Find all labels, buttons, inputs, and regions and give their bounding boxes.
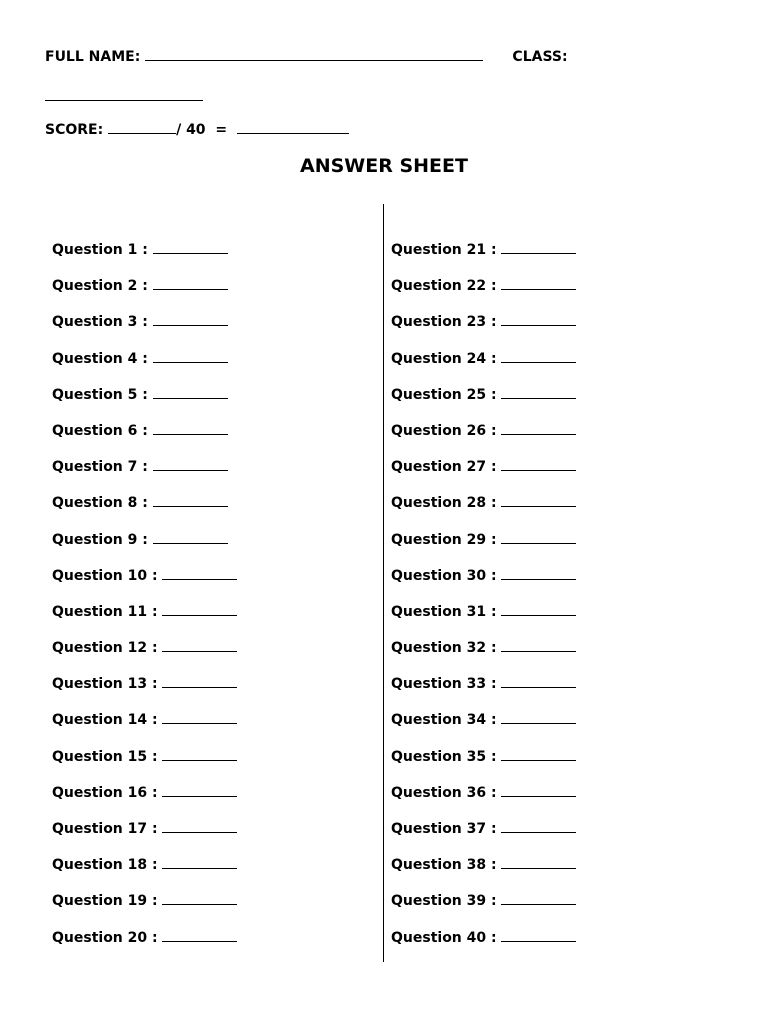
question-label: Question 37 : xyxy=(391,821,497,837)
question-row xyxy=(391,384,576,420)
full-name-field[interactable] xyxy=(145,46,483,61)
question-label: Question 7 : xyxy=(52,459,148,476)
score-field[interactable] xyxy=(108,119,176,134)
question-row xyxy=(391,275,576,311)
question-label: Question 26 : xyxy=(391,422,497,439)
answer-field[interactable] xyxy=(501,927,576,942)
answer-field[interactable] xyxy=(501,311,576,326)
question-row xyxy=(52,927,237,963)
answer-field[interactable] xyxy=(501,601,576,616)
question-label: Question 40 : xyxy=(391,929,497,946)
question-row xyxy=(52,311,237,347)
question-label: Question 8 : xyxy=(52,495,148,512)
question-row xyxy=(52,529,237,565)
question-row xyxy=(391,565,576,601)
question-label: Question 11 : xyxy=(52,603,158,620)
answer-field[interactable] xyxy=(162,565,237,580)
question-row xyxy=(52,601,237,637)
answer-field[interactable] xyxy=(501,746,576,761)
question-row xyxy=(52,782,237,818)
question-row xyxy=(391,673,576,709)
question-label: Question 15 : xyxy=(52,748,158,765)
question-row xyxy=(391,311,576,347)
score-label: SCORE: xyxy=(45,122,104,138)
question-row xyxy=(391,709,576,745)
answer-field[interactable] xyxy=(501,529,576,544)
question-row xyxy=(52,890,237,926)
answer-field[interactable] xyxy=(501,818,576,833)
question-row xyxy=(391,492,576,528)
question-row xyxy=(52,709,237,745)
question-label: Question 29 : xyxy=(391,531,497,548)
answer-field[interactable] xyxy=(501,456,576,471)
question-row xyxy=(52,384,237,420)
question-label: Question 33 : xyxy=(391,676,497,693)
answer-field[interactable] xyxy=(162,782,237,797)
question-label: Question 32 : xyxy=(391,640,497,657)
score-total: / 40 xyxy=(176,122,206,138)
column-divider xyxy=(383,204,384,962)
question-row xyxy=(391,927,576,963)
question-label: Question 23 : xyxy=(391,314,497,331)
question-label: Question 31 : xyxy=(391,603,497,620)
score-row xyxy=(45,119,349,139)
question-row xyxy=(391,239,576,275)
question-label: Question 14 : xyxy=(52,712,158,729)
question-label: Question 30 : xyxy=(391,567,497,584)
question-row xyxy=(391,818,576,854)
answer-field[interactable] xyxy=(153,275,228,290)
question-label: Question 16 : xyxy=(52,784,158,801)
answer-field[interactable] xyxy=(501,492,576,507)
question-label: Question 4 : xyxy=(52,350,148,367)
question-label: Question 10 : xyxy=(52,567,158,584)
answer-field[interactable] xyxy=(153,384,228,399)
class-label: CLASS: xyxy=(512,49,568,65)
question-label: Question 17 : xyxy=(52,821,158,837)
question-row xyxy=(52,348,237,384)
question-row xyxy=(391,529,576,565)
answer-field[interactable] xyxy=(162,637,237,652)
answer-field[interactable] xyxy=(153,311,228,326)
question-row xyxy=(52,420,237,456)
answer-field[interactable] xyxy=(153,239,228,254)
answer-field[interactable] xyxy=(501,275,576,290)
question-label: Question 19 : xyxy=(52,893,158,910)
question-row xyxy=(52,275,237,311)
page-title: ANSWER SHEET xyxy=(300,155,468,177)
question-row xyxy=(52,239,237,275)
question-label: Question 35 : xyxy=(391,748,497,765)
question-label: Question 27 : xyxy=(391,459,497,476)
score-equals: = xyxy=(215,122,228,138)
answer-field[interactable] xyxy=(501,673,576,688)
answer-field[interactable] xyxy=(153,492,228,507)
answer-field[interactable] xyxy=(501,420,576,435)
questions-right-column xyxy=(391,239,576,963)
answer-field[interactable] xyxy=(501,709,576,724)
question-label: Question 1 : xyxy=(52,242,148,258)
question-row xyxy=(52,746,237,782)
question-row xyxy=(391,890,576,926)
questions-left-column xyxy=(52,239,237,963)
question-row xyxy=(52,456,237,492)
question-label: Question 36 : xyxy=(391,784,497,801)
answer-field[interactable] xyxy=(501,854,576,869)
answer-field[interactable] xyxy=(501,565,576,580)
answer-field[interactable] xyxy=(153,420,228,435)
question-label: Question 2 : xyxy=(52,278,148,295)
answer-field[interactable] xyxy=(501,239,576,254)
answer-field[interactable] xyxy=(153,348,228,363)
question-label: Question 38 : xyxy=(391,857,497,874)
question-label: Question 24 : xyxy=(391,350,497,367)
question-label: Question 20 : xyxy=(52,929,158,946)
answer-field[interactable] xyxy=(162,673,237,688)
question-label: Question 18 : xyxy=(52,857,158,874)
question-label: Question 34 : xyxy=(391,712,497,729)
answer-field[interactable] xyxy=(501,637,576,652)
question-label: Question 25 : xyxy=(391,386,497,403)
answer-field[interactable] xyxy=(501,384,576,399)
question-row xyxy=(52,854,237,890)
question-row xyxy=(391,420,576,456)
question-row xyxy=(391,854,576,890)
question-row xyxy=(391,348,576,384)
question-row xyxy=(391,746,576,782)
question-label: Question 22 : xyxy=(391,278,497,295)
answer-field[interactable] xyxy=(501,348,576,363)
question-label: Question 9 : xyxy=(52,531,148,548)
answer-field[interactable] xyxy=(162,927,237,942)
answer-field[interactable] xyxy=(153,456,228,471)
answer-field[interactable] xyxy=(162,890,237,905)
question-label: Question 21 : xyxy=(391,242,497,258)
question-row xyxy=(52,565,237,601)
question-label: Question 12 : xyxy=(52,640,158,657)
class-row xyxy=(45,86,203,106)
question-label: Question 5 : xyxy=(52,386,148,403)
question-row xyxy=(391,637,576,673)
full-name-row xyxy=(45,46,568,66)
question-label: Question 13 : xyxy=(52,676,158,693)
answer-field[interactable] xyxy=(501,890,576,905)
class-field[interactable] xyxy=(45,86,203,101)
answer-field[interactable] xyxy=(162,709,237,724)
answer-field[interactable] xyxy=(153,529,228,544)
question-row xyxy=(52,492,237,528)
answer-field[interactable] xyxy=(162,746,237,761)
question-row xyxy=(52,673,237,709)
question-label: Question 39 : xyxy=(391,893,497,910)
question-label: Question 6 : xyxy=(52,422,148,439)
answer-field[interactable] xyxy=(162,601,237,616)
question-row xyxy=(52,818,237,854)
question-row xyxy=(391,782,576,818)
score-result-field[interactable] xyxy=(237,119,349,134)
answer-field[interactable] xyxy=(162,854,237,869)
question-label: Question 28 : xyxy=(391,495,497,512)
question-label: Question 3 : xyxy=(52,314,148,331)
answer-field[interactable] xyxy=(162,818,237,833)
full-name-label: FULL NAME: xyxy=(45,49,141,65)
answer-field[interactable] xyxy=(501,782,576,797)
question-row xyxy=(52,637,237,673)
question-row xyxy=(391,601,576,637)
question-row xyxy=(391,456,576,492)
